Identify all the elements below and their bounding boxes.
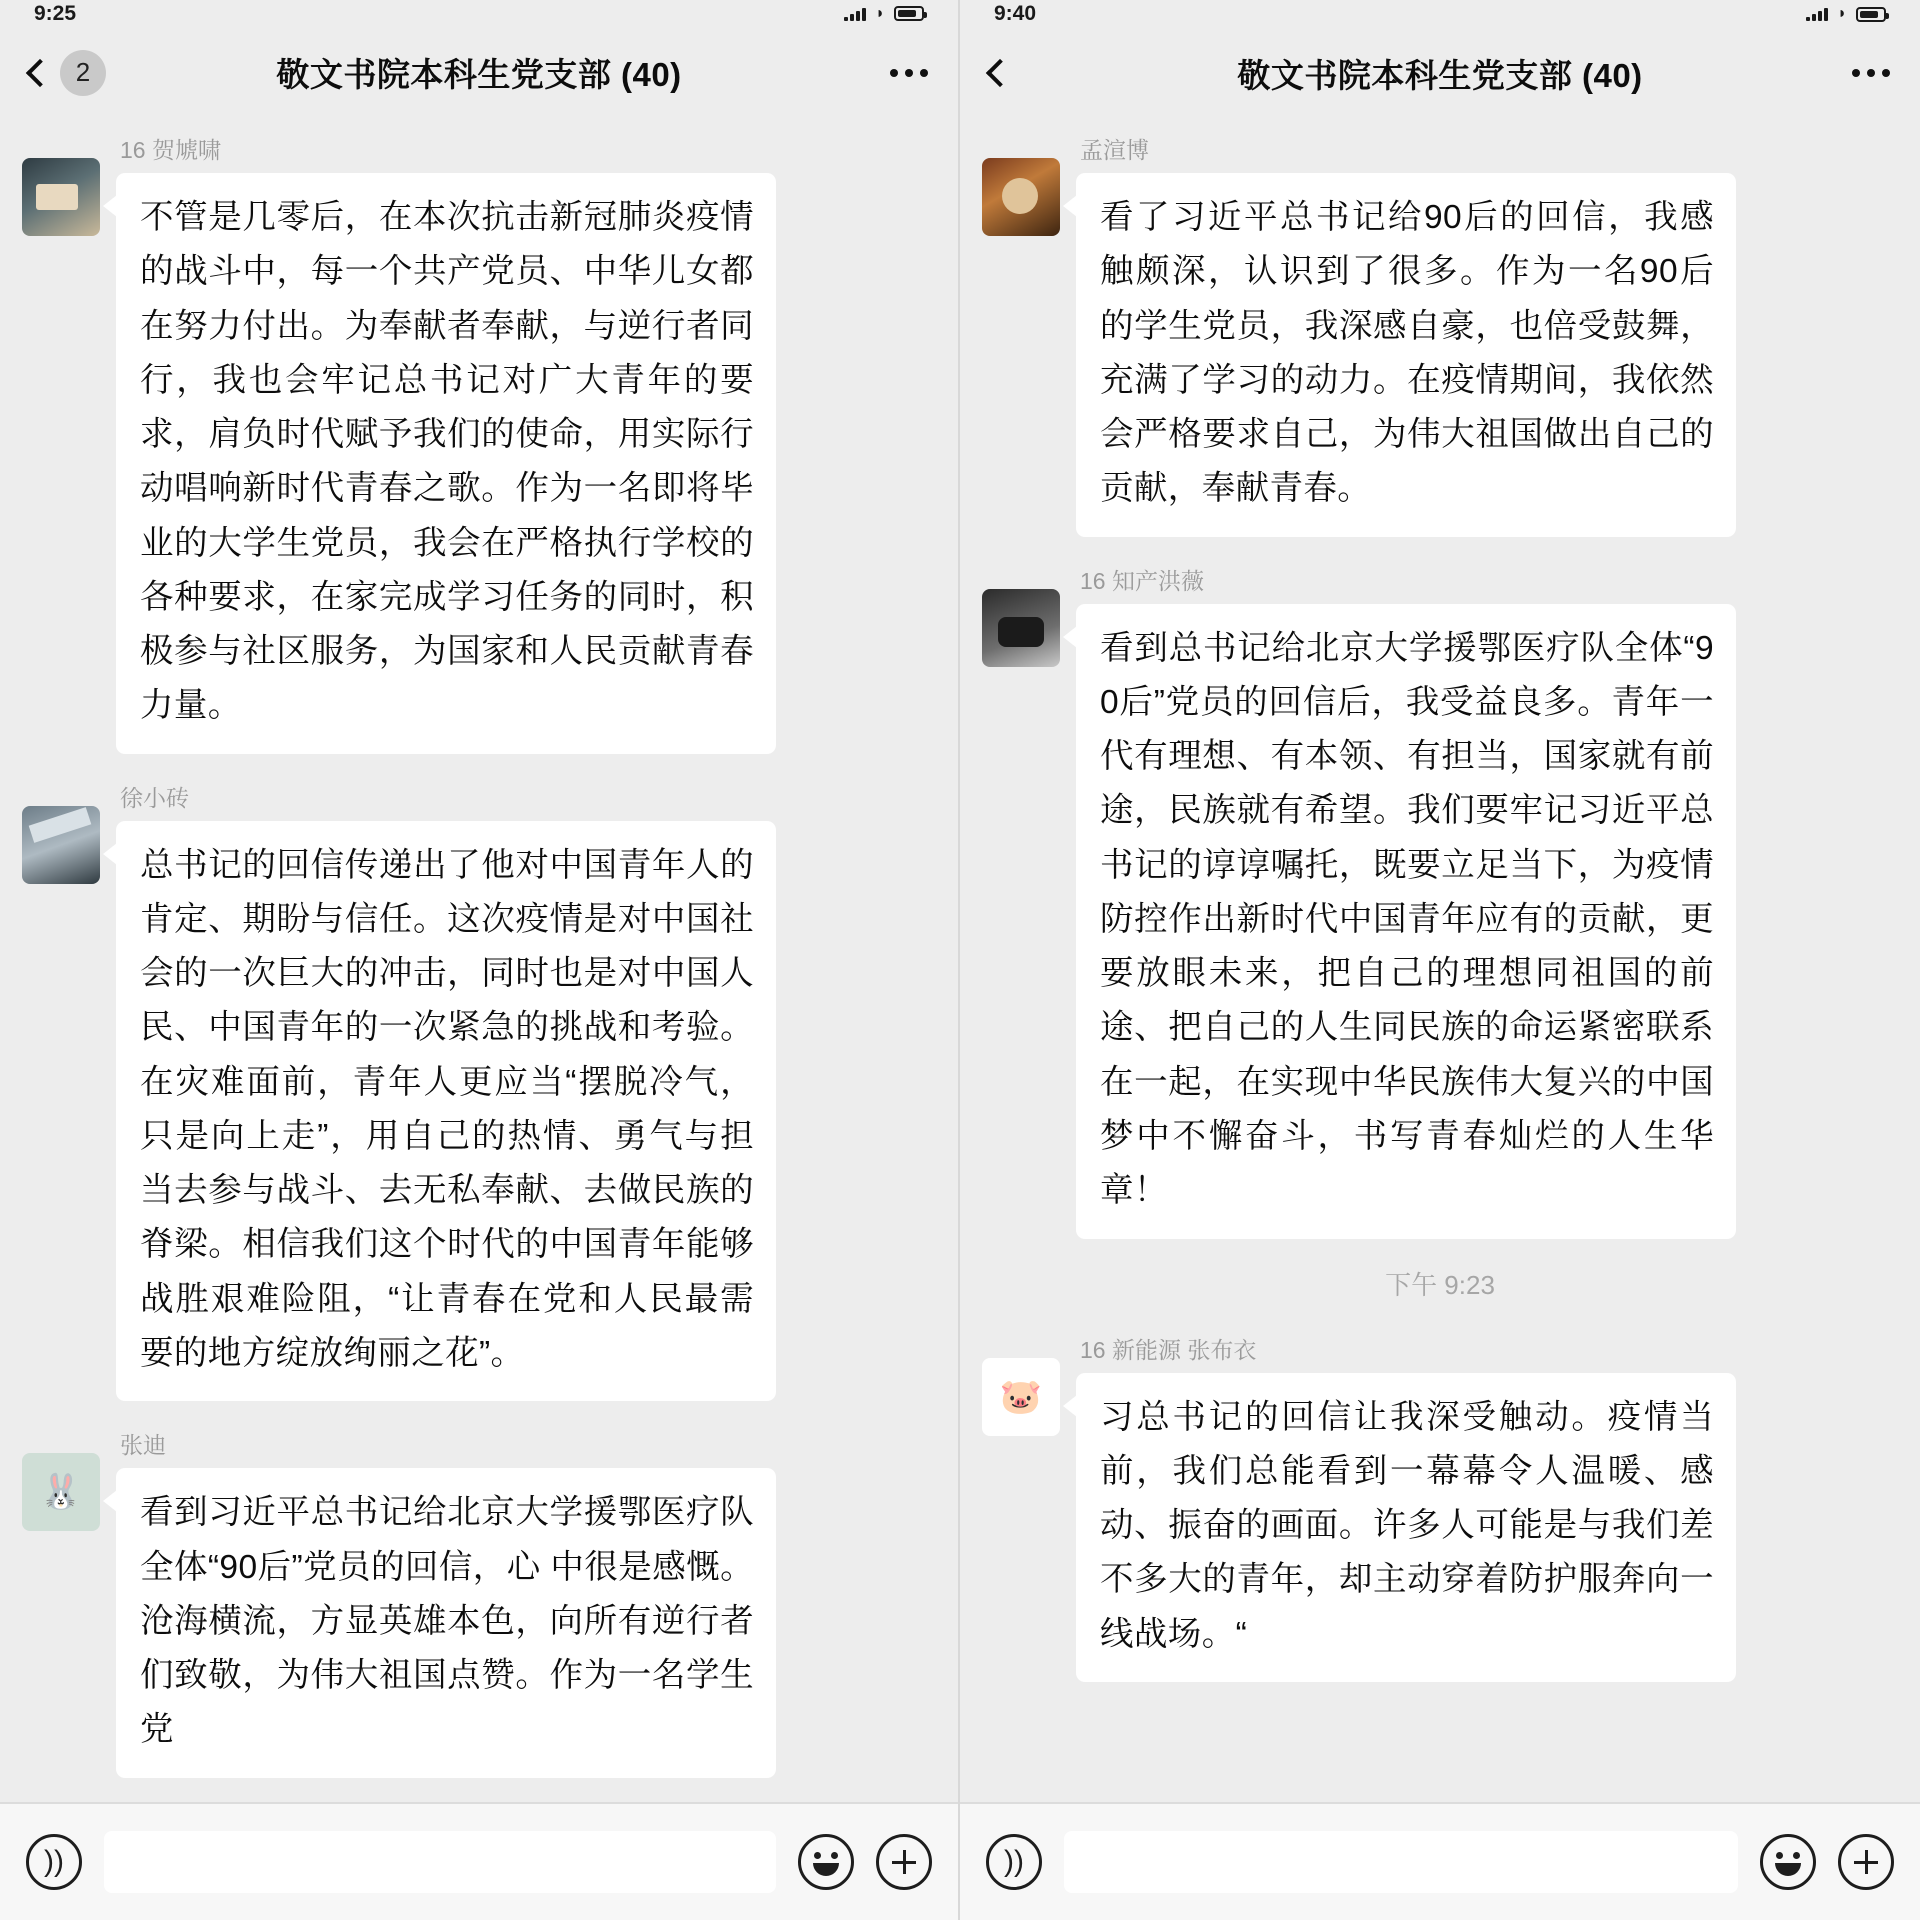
phone-screen-right <box>960 0 1920 1920</box>
signal-icon <box>1806 7 1828 21</box>
message-bubble[interactable]: 不管是几零后，在本次抗击新冠肺炎疫情的战斗中，每一个共产党员、中华儿女都在努力付出。为奉献者奉献，与逆行者同行，我也会牢记总书记对广大青年的要求，肩负时代赋予我们的使命，用实际行动唱响新时代青春之歌。作为一名即将毕业的大学生党员，我会在严格执行学校的各种要求，在家完成学习任务的同时，积极参与社区服务，为国家和人民贡献青春力量。 <box>116 173 776 754</box>
message-bubble[interactable]: 总书记的回信传递出了他对中国青年人的肯定、期盼与信任。这次疫情是对中国社会的一次巨大的冲击，同时也是对中国人民、中国青年的一次紧急的挑战和考验。在灾难面前，青年人更应当“摆脱冷气，只是向上走”，用自己的热情、勇气与担当去参与战斗、去无私奉献、去做民族的脊梁。相信我们这个时代的中国青年能够战胜艰难险阻，“让青春在党和人民最需要的地方绽放绚丽之花”。 <box>116 821 776 1402</box>
back-button[interactable] <box>30 50 106 96</box>
back-button[interactable] <box>990 63 1010 83</box>
status-indicators <box>844 5 924 23</box>
message-body <box>116 1427 776 1777</box>
page-title: 敬文书院本科生党支部 (40) <box>1237 56 1643 94</box>
message-bubble[interactable]: 看到总书记给北京大学援鄂医疗队全体“90后”党员的回信后，我受益良多。青年一代有理想、有本领、有担当，国家就有前途，民族就有希望。我们要牢记习近平总书记的谆谆嘱托，既要立足当下，为疫情防控作出新时代中国青年应有的贡献，更要放眼未来，把自己的理想同祖国的前途、把自己的人生同民族的命运紧密联系在一起，在实现中华民族伟大复兴的中国梦中不懈奋斗，书写青春灿烂的人生华章！ <box>1076 604 1736 1239</box>
plus-icon[interactable] <box>876 1834 932 1890</box>
chevron-left-icon <box>986 59 1014 87</box>
voice-input-icon[interactable]: )) <box>26 1834 82 1890</box>
status-time: 9:40 <box>994 2 1037 25</box>
emoji-icon[interactable] <box>1760 1834 1816 1890</box>
chat-input-bar <box>960 1802 1920 1920</box>
avatar[interactable] <box>22 806 100 884</box>
plus-icon[interactable] <box>1838 1834 1894 1890</box>
message-list-left[interactable] <box>0 118 958 1802</box>
signal-icon <box>844 7 866 21</box>
message-body <box>1076 132 1736 537</box>
avatar[interactable] <box>982 158 1060 236</box>
unread-badge: 2 <box>60 50 106 96</box>
more-dots-icon[interactable] <box>890 69 928 77</box>
emoji-icon[interactable] <box>798 1834 854 1890</box>
message-item <box>960 1332 1920 1682</box>
wifi-icon: ◗ <box>875 4 885 22</box>
message-timestamp: 下午 9:23 <box>1385 1269 1495 1300</box>
battery-icon <box>1856 7 1886 22</box>
message-body <box>116 132 776 754</box>
message-bubble[interactable]: 看了习近平总书记给90后的回信，我感触颇深，认识到了很多。作为一名90后的学生党员，我深感自豪，也倍受鼓舞，充满了学习的动力。在疫情期间，我依然会严格要求自己，为伟大祖国做出自己的贡献，奉献青春。 <box>1076 173 1736 537</box>
battery-icon <box>894 6 924 21</box>
sender-name: 孟渲博 <box>1080 137 1149 163</box>
status-bar <box>960 0 1920 28</box>
message-bubble[interactable]: 习总书记的回信让我深受触动。疫情当前，我们总能看到一幕幕令人温暖、感动、振奋的画面。许多人可能是与我们差不多大的青年，却主动穿着防护服奔向一线战场。“ <box>1076 1373 1736 1682</box>
navigation-bar <box>0 28 958 118</box>
message-item <box>960 132 1920 537</box>
status-bar <box>0 0 958 28</box>
wifi-icon: ◗ <box>1837 5 1847 22</box>
message-body <box>1076 563 1736 1239</box>
status-time: 9:25 <box>34 1 77 25</box>
sender-name: 徐小砖 <box>120 784 189 811</box>
avatar[interactable] <box>22 158 100 236</box>
sender-name: 16 知产洪薇 <box>1080 567 1204 594</box>
message-input[interactable] <box>104 1831 776 1893</box>
sender-name: 16 新能源 张布衣 <box>1080 1336 1257 1363</box>
message-item <box>0 1427 958 1777</box>
avatar[interactable] <box>982 1358 1060 1436</box>
avatar[interactable] <box>22 1453 100 1531</box>
sender-name: 张迪 <box>120 1432 166 1459</box>
sender-name: 16 贺虓啸 <box>120 136 221 163</box>
message-body <box>116 780 776 1402</box>
message-body <box>1076 1332 1736 1682</box>
message-item <box>0 132 958 754</box>
page-title: 敬文书院本科生党支部 (40) <box>276 56 682 94</box>
avatar[interactable] <box>982 589 1060 667</box>
voice-input-icon[interactable]: )) <box>986 1834 1042 1890</box>
chat-input-bar <box>0 1802 958 1920</box>
chevron-left-icon <box>26 59 54 87</box>
message-list-right[interactable] <box>960 118 1920 1802</box>
message-bubble[interactable]: 看到习近平总书记给北京大学援鄂医疗队全体“90后”党员的回信，心 中很是感慨。沧海横流，方显英雄本色，向所有逆行者们致敬，为伟大祖国点赞。作为一名学生党 <box>116 1468 776 1777</box>
message-input[interactable] <box>1064 1831 1738 1893</box>
message-item <box>0 780 958 1402</box>
message-item <box>960 563 1920 1239</box>
status-indicators <box>1806 5 1886 23</box>
navigation-bar <box>960 28 1920 118</box>
more-dots-icon[interactable] <box>1852 69 1890 77</box>
